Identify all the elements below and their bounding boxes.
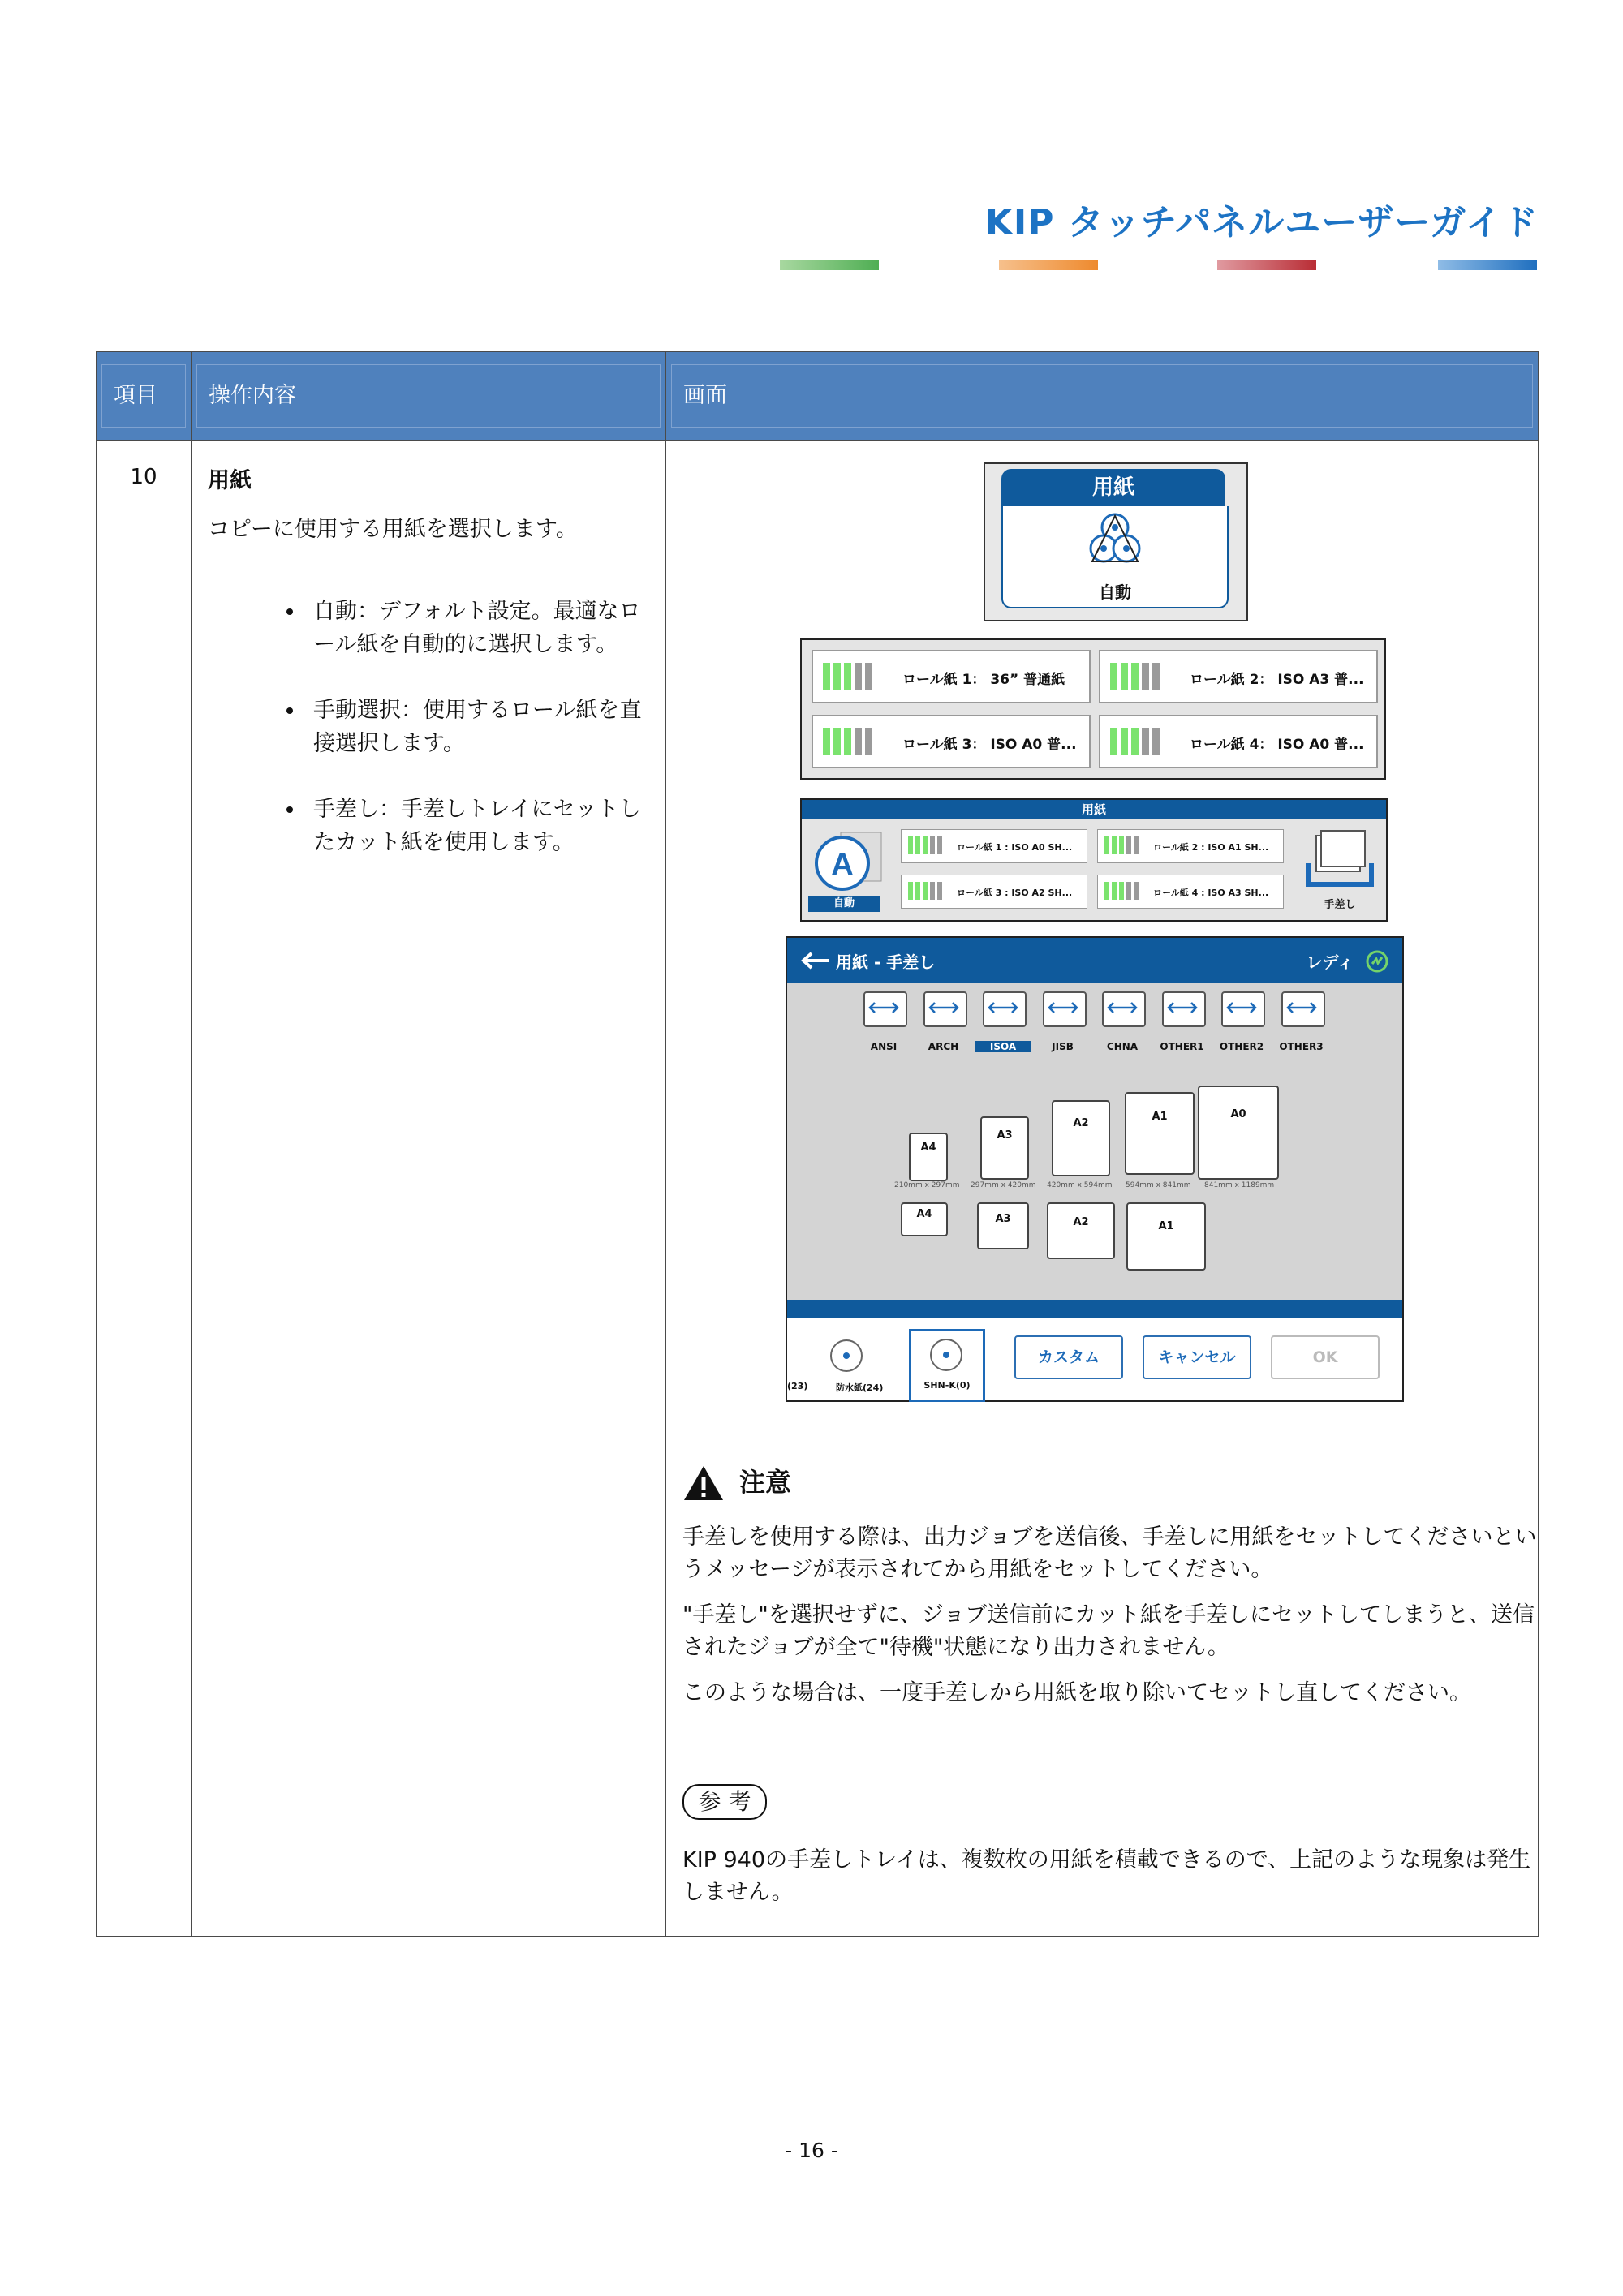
category-button-jisb[interactable] xyxy=(1043,991,1087,1027)
category-label-ansi: ANSI xyxy=(870,1041,898,1052)
cancel-button[interactable]: キャンセル xyxy=(1143,1335,1251,1379)
header-operation: 操作内容 xyxy=(192,352,666,441)
landscape-size-a4[interactable]: A4 xyxy=(901,1202,948,1236)
operation-description xyxy=(192,441,666,1937)
size-dimension-a4: 210mm x 297mm xyxy=(894,1181,960,1189)
item-description: コピーに使用する用紙を選択します。 xyxy=(208,517,578,542)
portrait-size-a4[interactable]: A4 xyxy=(909,1133,948,1181)
category-label-chna: CHNA xyxy=(1106,1041,1139,1052)
portrait-size-a3[interactable]: A3 xyxy=(980,1116,1029,1180)
category-button-isoa[interactable] xyxy=(983,991,1027,1027)
media-label-2: 防水紙(24) xyxy=(836,1382,884,1393)
bypass-title: 用紙 - 手差し xyxy=(836,952,936,972)
notice-title: 注意 xyxy=(739,1467,792,1498)
auto-label: 自動 xyxy=(1099,583,1131,602)
roll-media-selected-icon xyxy=(928,1336,965,1374)
notice-paragraph-3: このような場合は、一度手差しから用紙を取り除いてセットし直してください。 xyxy=(682,1680,1471,1705)
bullet-auto: • 自動：デフォルト設定。最適なロール紙を自動的に選択します。 xyxy=(305,595,649,661)
category-label-isoa: ISOA xyxy=(975,1041,1031,1052)
roll-3-button[interactable]: ロール紙 3： ISO A0 普... xyxy=(812,715,1091,768)
size-dimension-a3: 297mm x 420mm xyxy=(971,1181,1036,1189)
paper-auto-panel[interactable] xyxy=(984,462,1248,621)
status-ready: レディ xyxy=(1306,952,1354,972)
size-dimension-a2: 420mm x 594mm xyxy=(1047,1181,1113,1189)
bullet-manual: • 手動選択：使用するロール紙を直接選択します。 xyxy=(305,694,649,760)
reference-badge: 参 考 xyxy=(682,1784,767,1820)
category-button-ansi[interactable] xyxy=(863,991,907,1027)
header-screen: 画面 xyxy=(666,352,1539,441)
back-arrow-icon[interactable] xyxy=(799,951,831,970)
size-arrow-icon xyxy=(984,993,1022,1022)
paper-panel-header: 用紙 xyxy=(1001,469,1225,506)
p3-roll-2[interactable]: ロール紙 2 : ISO A1 SH... xyxy=(1097,829,1284,863)
portrait-size-a0[interactable]: A0 xyxy=(1198,1086,1279,1180)
notice-paragraph-1: 手差しを使用する際は、出力ジョブを送信後、手差しに用紙をセットしてくださいというメッセージが表示されてから用紙をセットしてください。 xyxy=(682,1524,1537,1582)
screen-band xyxy=(787,1300,1402,1318)
size-arrow-icon xyxy=(1223,993,1260,1022)
panel3-header: 用紙 xyxy=(802,800,1386,819)
item-title: 用紙 xyxy=(208,468,252,493)
roll-selection-panel xyxy=(800,638,1386,780)
bypass-tray-icon xyxy=(1300,828,1380,896)
item-number: 10 xyxy=(97,441,192,1937)
bypass-paper-screen xyxy=(786,936,1404,1402)
category-label-jisb: JISB xyxy=(1052,1041,1074,1052)
page-number: - 16 - xyxy=(785,2139,838,2162)
paper-combined-panel xyxy=(800,798,1388,922)
size-arrow-icon xyxy=(865,993,902,1022)
paper-rolls-icon xyxy=(1089,511,1141,576)
portrait-size-a2[interactable]: A2 xyxy=(1052,1100,1110,1176)
status-ready-icon xyxy=(1365,949,1389,974)
auto-button[interactable]: A 自動 xyxy=(808,828,888,914)
media-label-1: (23) xyxy=(787,1381,808,1391)
category-label-arch: ARCH xyxy=(928,1041,959,1052)
category-label-other2: OTHER2 xyxy=(1219,1041,1264,1052)
notice-cell xyxy=(666,1451,1539,1937)
color-bar-red xyxy=(1217,260,1316,270)
size-dimension-a1: 594mm x 841mm xyxy=(1126,1181,1191,1189)
roll-1-button[interactable]: ロール紙 1： 36” 普通紙 xyxy=(812,650,1091,703)
size-arrow-icon xyxy=(1104,993,1141,1022)
header-item: 項目 xyxy=(97,352,192,441)
category-button-other1[interactable] xyxy=(1162,991,1206,1027)
landscape-size-a1[interactable]: A1 xyxy=(1126,1202,1206,1271)
roll-media-icon xyxy=(828,1337,865,1374)
document-title: KIP タッチパネルユーザーガイド xyxy=(984,202,1539,243)
roll-4-button[interactable]: ロール紙 4： ISO A0 普... xyxy=(1099,715,1378,768)
color-bar-blue xyxy=(1438,260,1537,270)
roll-2-button[interactable]: ロール紙 2： ISO A3 普... xyxy=(1099,650,1378,703)
size-dimension-a0: 841mm x 1189mm xyxy=(1204,1181,1275,1189)
auto-a-icon xyxy=(808,828,888,896)
reference-text: KIP 940の手差しトレイは、複数枚の用紙を積載できるので、上記のような現象は発生しません。 xyxy=(682,1847,1531,1905)
p3-roll-3[interactable]: ロール紙 3 : ISO A2 SH... xyxy=(901,875,1087,909)
svg-text:A: A xyxy=(831,848,854,882)
category-button-arch[interactable] xyxy=(923,991,967,1027)
bullet-bypass: • 手差し：手差しトレイにセットしたカット紙を使用します。 xyxy=(305,793,649,859)
media-selected[interactable]: SHN-K(0) xyxy=(909,1329,985,1402)
category-button-other3[interactable] xyxy=(1281,991,1325,1027)
landscape-size-a2[interactable]: A2 xyxy=(1047,1202,1115,1259)
warning-icon xyxy=(682,1464,725,1502)
media-strip xyxy=(787,1329,998,1400)
notice-paragraph-2: "手差し"を選択せずに、ジョブ送信前にカット紙を手差しにセットしてしまうと、送信されたジョブが全て"待機"状態になり出力されません。 xyxy=(682,1602,1535,1660)
ok-button[interactable]: OK xyxy=(1271,1335,1380,1379)
portrait-size-a1[interactable]: A1 xyxy=(1125,1092,1195,1175)
size-arrow-icon xyxy=(925,993,962,1022)
category-button-chna[interactable] xyxy=(1102,991,1146,1027)
size-arrow-icon xyxy=(1044,993,1082,1022)
p3-roll-1[interactable]: ロール紙 1 : ISO A0 SH... xyxy=(901,829,1087,863)
color-bar-green xyxy=(780,260,879,270)
category-button-other2[interactable] xyxy=(1221,991,1265,1027)
custom-button[interactable]: カスタム xyxy=(1014,1335,1123,1379)
category-label-other3: OTHER3 xyxy=(1279,1041,1324,1052)
color-bar-orange xyxy=(999,260,1098,270)
bypass-button[interactable]: 手差し xyxy=(1300,828,1380,914)
size-arrow-icon xyxy=(1164,993,1201,1022)
landscape-size-a3[interactable]: A3 xyxy=(977,1202,1029,1249)
category-label-other1: OTHER1 xyxy=(1160,1041,1204,1052)
size-arrow-icon xyxy=(1283,993,1320,1022)
p3-roll-4[interactable]: ロール紙 4 : ISO A3 SH... xyxy=(1097,875,1284,909)
